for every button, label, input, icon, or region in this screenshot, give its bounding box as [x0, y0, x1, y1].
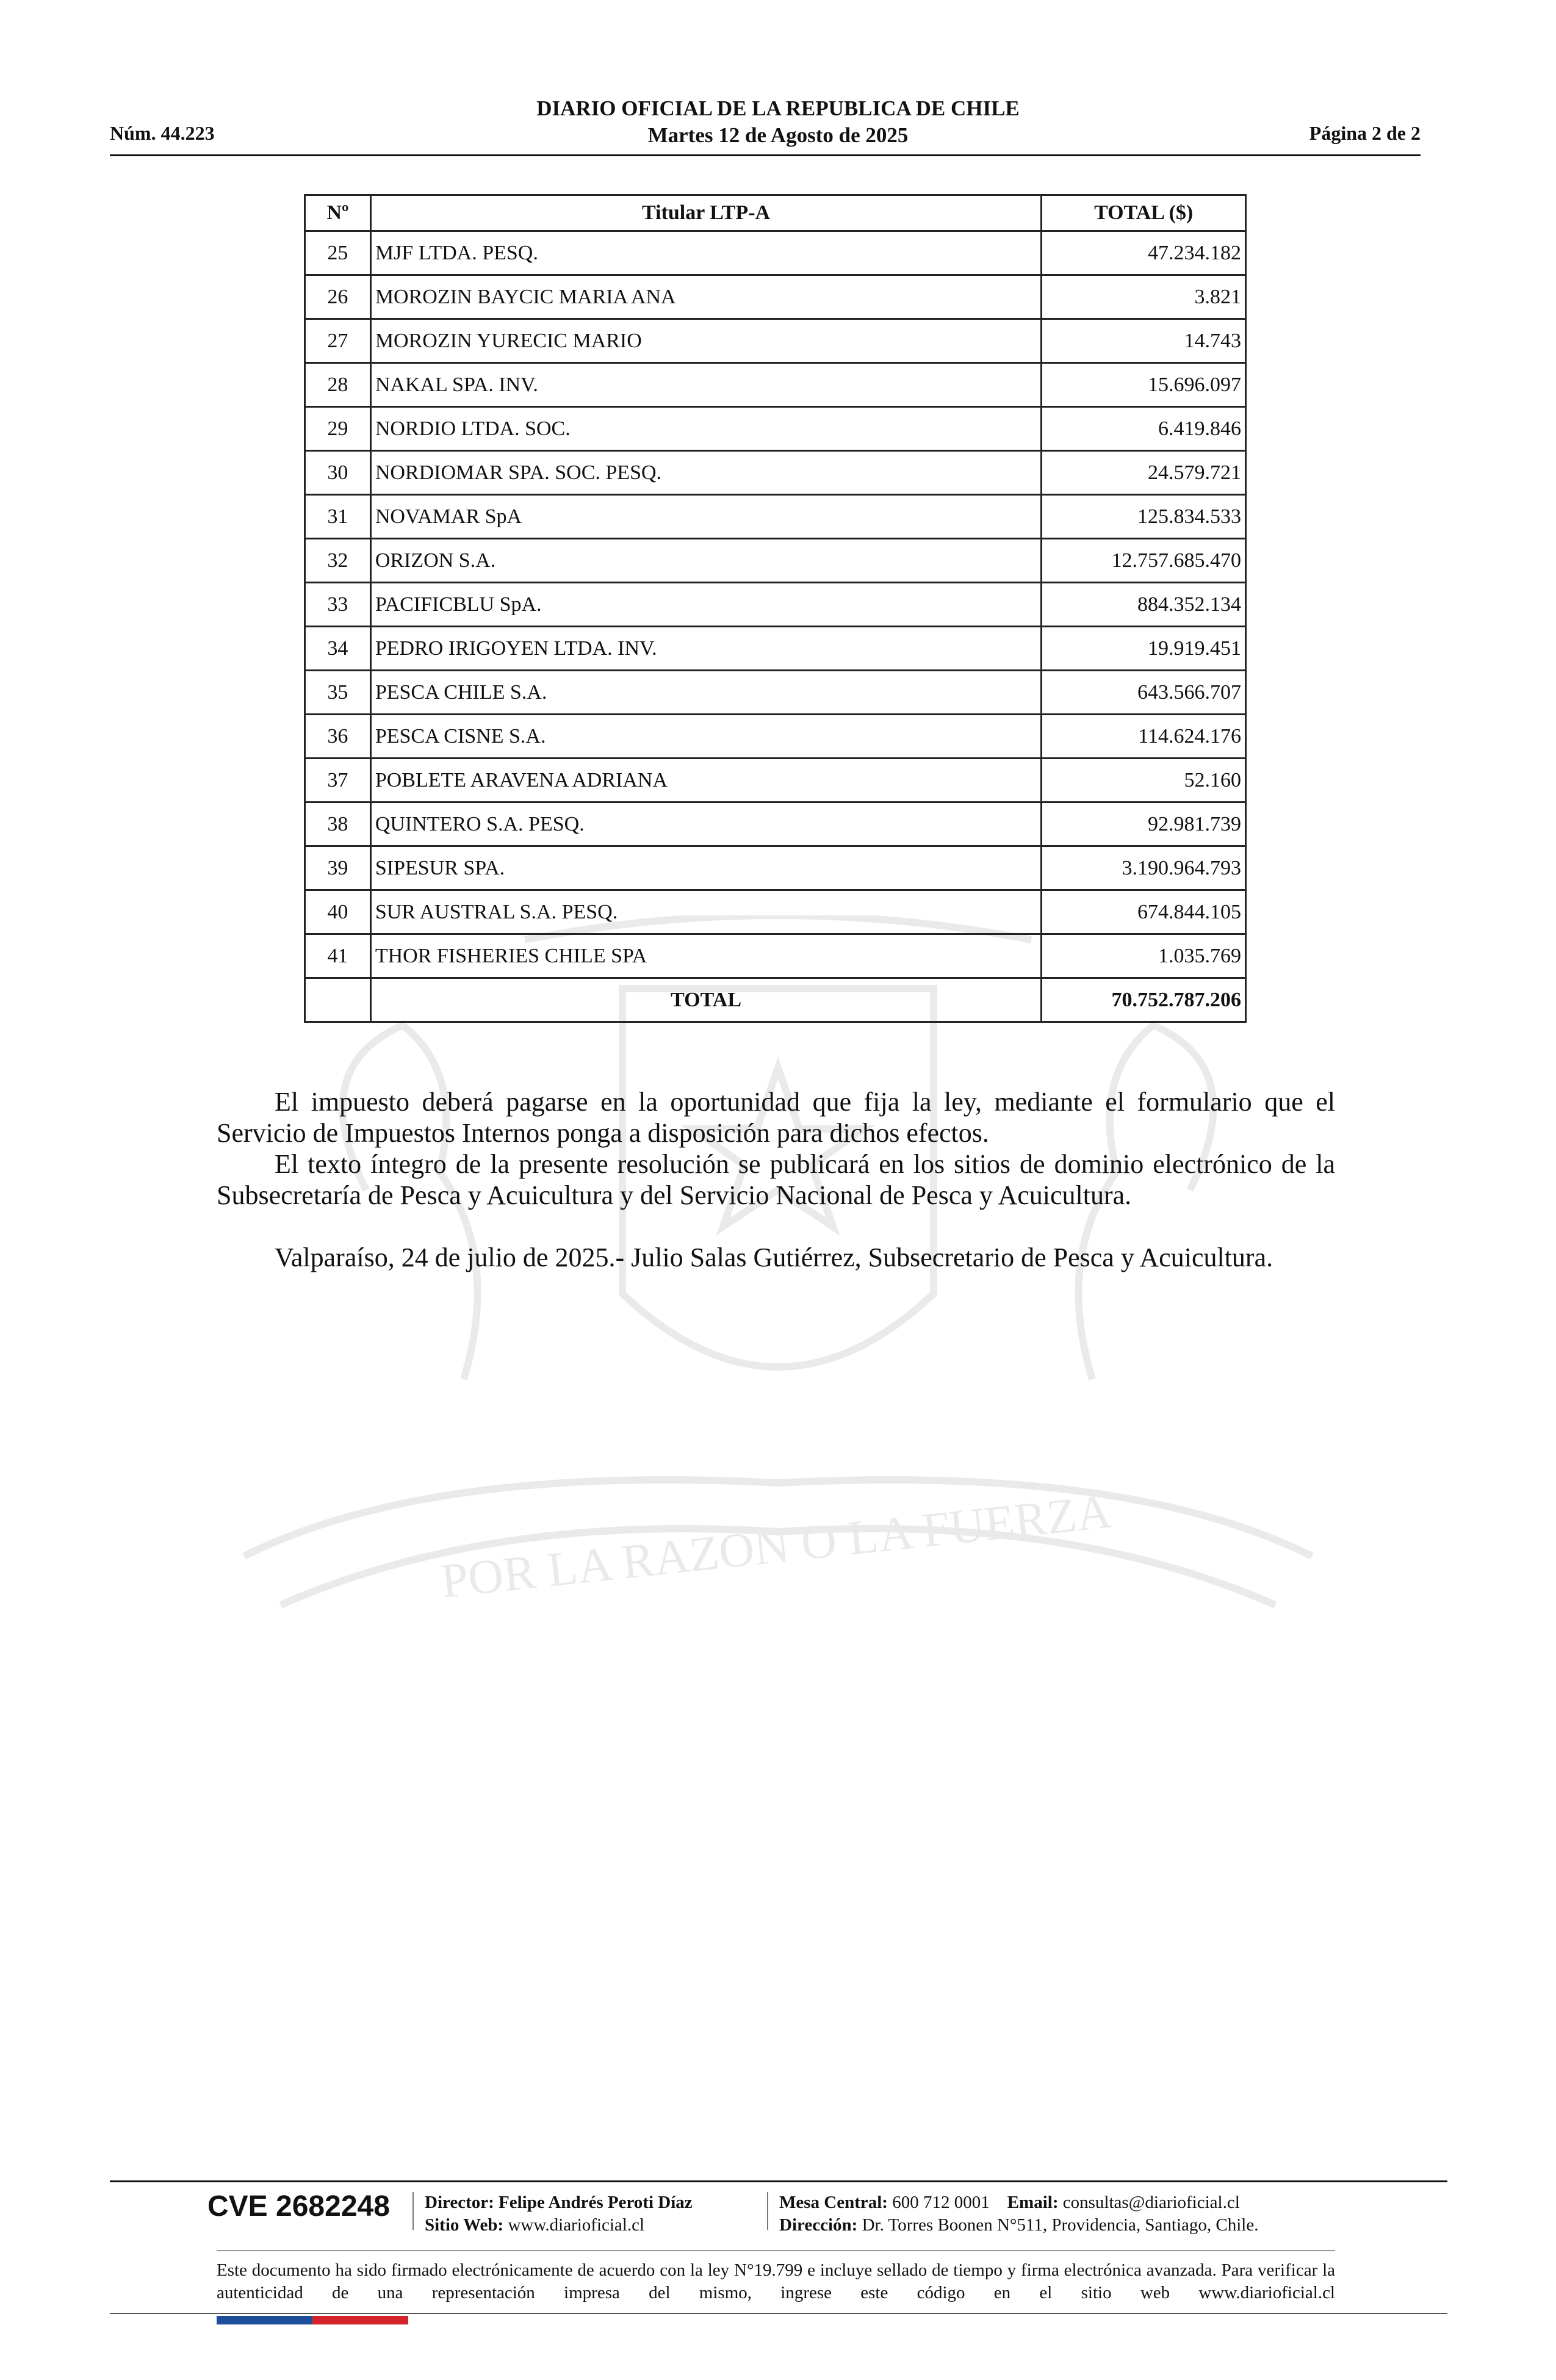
header-divider: [110, 154, 1421, 156]
paragraph-payment: El impuesto deberá pagarse en la oportunidad que fija la ley, mediante el formulario que el Servicio de Impuestos Internos ponga a disposición para dichos efectos.: [217, 1087, 1335, 1148]
mesa-phone: 600 712 0001: [892, 2193, 990, 2212]
table-row: [305, 759, 1246, 802]
table-row: [305, 846, 1246, 890]
row-titular: MOROZIN YURECIC MARIO: [370, 319, 1041, 363]
total-label: TOTAL: [370, 978, 1041, 1022]
publication-date: Martes 12 de Agosto de 2025: [647, 123, 909, 147]
footer-director-block: [425, 2191, 693, 2237]
row-number: 29: [305, 407, 371, 451]
row-total: 125.834.533: [1042, 495, 1246, 539]
row-titular: PESCA CHILE S.A.: [370, 671, 1041, 715]
table-row: [305, 319, 1246, 363]
row-total: 52.160: [1042, 759, 1246, 802]
row-number: 25: [305, 231, 371, 275]
row-number: 32: [305, 539, 371, 583]
table-row: [305, 627, 1246, 671]
column-header-total: TOTAL ($): [1042, 195, 1246, 231]
cve-code: CVE 2682248: [207, 2190, 390, 2223]
table-header-row: [305, 195, 1246, 231]
row-titular: PESCA CISNE S.A.: [370, 715, 1041, 759]
row-total: 114.624.176: [1042, 715, 1246, 759]
row-number: 26: [305, 275, 371, 319]
coat-of-arms-watermark: [183, 915, 1373, 1709]
row-number: 39: [305, 846, 371, 890]
director-label: Director:: [425, 2193, 494, 2212]
signature-block: [217, 1242, 1335, 1273]
row-number: 34: [305, 627, 371, 671]
flag-stripe-blue: [217, 2316, 312, 2324]
footer-separator: [412, 2192, 414, 2230]
row-total: 92.981.739: [1042, 802, 1246, 846]
row-number: 37: [305, 759, 371, 802]
footer-top-rule: [110, 2180, 1447, 2182]
table-row: [305, 934, 1246, 978]
row-total: 6.419.846: [1042, 407, 1246, 451]
titulares-table: [304, 194, 1247, 1023]
row-titular: THOR FISHERIES CHILE SPA: [370, 934, 1041, 978]
row-number: 28: [305, 363, 371, 407]
page-indicator: Página 2 de 2: [1309, 122, 1421, 144]
row-number: 36: [305, 715, 371, 759]
row-titular: NORDIO LTDA. SOC.: [370, 407, 1041, 451]
row-total: 15.696.097: [1042, 363, 1246, 407]
paragraph-signature: Valparaíso, 24 de julio de 2025.- Julio Salas Gutiérrez, Subsecretario de Pesca y Acuicultura.: [275, 1242, 1273, 1272]
total-value: 70.752.787.206: [1042, 978, 1246, 1022]
footer-authenticity-note: Este documento ha sido firmado electrónicamente de acuerdo con la ley N°19.799 e incluye sellado de tiempo y firma electrónica avanzada. Para verificar la autenticidad de una representación impresa del mismo, ingrese este código en el sitio web www.diarioficial.cl: [217, 2260, 1335, 2302]
flag-stripe-red: [312, 2316, 408, 2324]
row-number: 31: [305, 495, 371, 539]
site-link[interactable]: www.diarioficial.cl: [508, 2215, 645, 2235]
row-total: 47.234.182: [1042, 231, 1246, 275]
table-row: [305, 363, 1246, 407]
row-titular: NAKAL SPA. INV.: [370, 363, 1041, 407]
footer-contact-block: [779, 2191, 1258, 2237]
row-total: 24.579.721: [1042, 451, 1246, 495]
total-row-empty-cell: [305, 978, 371, 1022]
row-number: 30: [305, 451, 371, 495]
row-titular: SUR AUSTRAL S.A. PESQ.: [370, 890, 1041, 934]
row-total: 12.757.685.470: [1042, 539, 1246, 583]
footer-bottom-rule: [110, 2313, 1447, 2314]
director-name: Felipe Andrés Peroti Díaz: [499, 2193, 693, 2212]
row-total: 14.743: [1042, 319, 1246, 363]
table-row: [305, 451, 1246, 495]
row-titular: ORIZON S.A.: [370, 539, 1041, 583]
row-number: 40: [305, 890, 371, 934]
row-number: 27: [305, 319, 371, 363]
publication-title: DIARIO OFICIAL DE LA REPUBLICA DE CHILE: [536, 96, 1020, 120]
row-titular: MJF LTDA. PESQ.: [370, 231, 1041, 275]
resolution-text: [217, 1086, 1335, 1211]
table-row: [305, 495, 1246, 539]
issue-number: Núm. 44.223: [110, 122, 215, 144]
row-total: 19.919.451: [1042, 627, 1246, 671]
row-total: 1.035.769: [1042, 934, 1246, 978]
table-row: [305, 583, 1246, 627]
mesa-label: Mesa Central:: [779, 2193, 888, 2212]
table-total-row: [305, 978, 1246, 1022]
row-titular: PACIFICBLU SpA.: [370, 583, 1041, 627]
row-total: 3.190.964.793: [1042, 846, 1246, 890]
row-number: 38: [305, 802, 371, 846]
row-titular: SIPESUR SPA.: [370, 846, 1041, 890]
row-titular: NOVAMAR SpA: [370, 495, 1041, 539]
row-number: 35: [305, 671, 371, 715]
row-titular: PEDRO IRIGOYEN LTDA. INV.: [370, 627, 1041, 671]
email-link[interactable]: consultas@diarioficial.cl: [1062, 2193, 1240, 2212]
site-label: Sitio Web:: [425, 2215, 504, 2235]
footer-separator: [767, 2192, 768, 2230]
table-row: [305, 890, 1246, 934]
table-row: [305, 671, 1246, 715]
table-row: [305, 275, 1246, 319]
email-label: Email:: [1007, 2193, 1059, 2212]
row-number: 33: [305, 583, 371, 627]
column-header-number: Nº: [305, 195, 371, 231]
paragraph-publication: El texto íntegro de la presente resolución se publicará en los sitios de dominio electrónico de la Subsecretaría de Pesca y Acuicultura y del Servicio Nacional de Pesca y Acuicultura.: [217, 1149, 1335, 1210]
row-number: 41: [305, 934, 371, 978]
row-total: 643.566.707: [1042, 671, 1246, 715]
footer-inner-rule: [217, 2250, 1335, 2251]
table-row: [305, 407, 1246, 451]
row-total: 3.821: [1042, 275, 1246, 319]
row-titular: NORDIOMAR SPA. SOC. PESQ.: [370, 451, 1041, 495]
row-total: 674.844.105: [1042, 890, 1246, 934]
table-row: [305, 231, 1246, 275]
row-titular: POBLETE ARAVENA ADRIANA: [370, 759, 1041, 802]
table-row: [305, 802, 1246, 846]
watermark-motto: POR LA RAZON O LA FUERZA: [438, 1484, 1115, 1609]
table-row: [305, 715, 1246, 759]
row-titular: QUINTERO S.A. PESQ.: [370, 802, 1041, 846]
address-label: Dirección:: [779, 2215, 858, 2235]
address-text: Dr. Torres Boonen N°511, Providencia, Santiago, Chile.: [862, 2215, 1259, 2235]
table-row: [305, 539, 1246, 583]
column-header-titular: Titular LTP-A: [370, 195, 1041, 231]
row-total: 884.352.134: [1042, 583, 1246, 627]
row-titular: MOROZIN BAYCIC MARIA ANA: [370, 275, 1041, 319]
